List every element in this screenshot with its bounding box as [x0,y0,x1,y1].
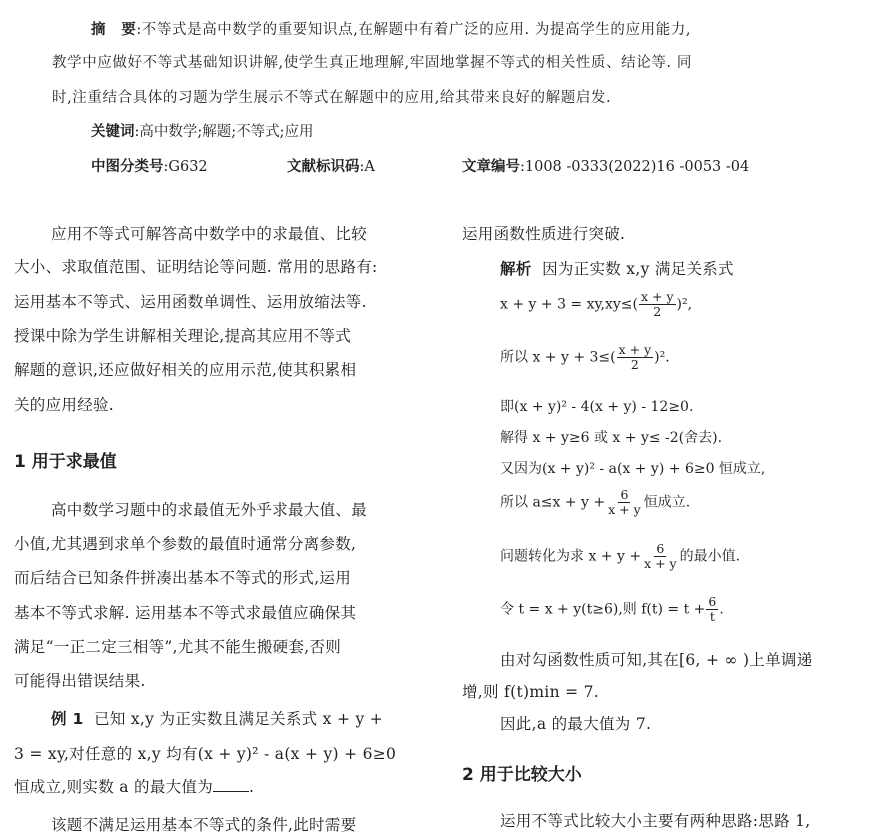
math-6-post: 恒成立. [643,494,691,511]
solution-intro [500,257,734,279]
left-last-line: 该题不满足运用基本不等式的条件,此时需要 [51,816,357,834]
math-7-num: 6 [656,541,665,556]
example-1-text-3-end: . [249,778,255,796]
keywords [91,120,314,141]
math-8-den: t [709,609,715,624]
right-continuation: 运用函数性质进行突破. [462,225,626,243]
abstract-line-2: 教学中应做好不等式基础知识讲解,使学生真正地理解,牢固地掌握不等式的相关性质、结论等. 同 [52,55,692,71]
section-1-heading: 1 用于求最值 [14,452,117,472]
math-1-num: x + y [641,289,674,304]
math-line-1 [500,290,692,319]
doc-code [287,155,375,176]
math-line-4: 解得 x + y≥6 或 x + y≤ -2(舍去). [500,430,723,446]
intro-line-1: 应用不等式可解答高中数学中的求最值、比较 [51,225,368,243]
math-line-11: 因此,a 的最大值为 7. [500,715,652,733]
math-8-num: 6 [708,594,717,609]
answer-blank [213,777,249,792]
math-2-post: )². [654,349,670,366]
sec1-line-3: 而后结合已知条件拼凑出基本不等式的形式,运用 [14,569,352,587]
example-1-line-3 [14,775,254,797]
abstract-line-3: 时,注重结合具体的习题为学生展示不等式在解题中的应用,给其带来良好的解题启发. [52,90,612,106]
article-number [462,155,749,176]
article-number-value: :1008 -0333(2022)16 -0053 -04 [520,159,750,175]
example-1-label: 例 1 [51,710,84,728]
math-8-pre: 令 t = x + y(t≥6),则 f(t) = t + [500,601,706,618]
section-2-line-1: 运用不等式比较大小主要有两种思路:思路 1, [500,812,811,830]
math-1-pre: x + y + 3 = xy,xy≤( [500,296,638,313]
math-8-post: . [719,601,724,618]
sec1-line-4: 基本不等式求解. 运用基本不等式求最值应确保其 [14,604,357,622]
doc-code-label: 文献标识码 [287,159,360,175]
intro-line-5: 解题的意识,还应做好相关的应用示范,使其积累相 [14,361,357,379]
classification [91,155,208,176]
abstract-label: 摘 要 [91,22,137,38]
math-7-den: x + y [644,556,677,571]
math-line-5: 又因为(x + y)² - a(x + y) + 6≥0 恒成立, [500,461,766,477]
sec1-line-5: 满足“一正二定三相等”,尤其不能生搬硬套,否则 [14,638,342,656]
math-1-den: 2 [653,304,662,319]
solution-label: 解析 [500,260,532,278]
math-line-6 [500,488,690,517]
keywords-label: 关键词 [91,124,135,140]
math-7-fraction [642,542,679,571]
intro-line-2: 大小、求取值范围、证明结论等问题. 常用的思路有: [14,258,378,276]
math-line-3: 即(x + y)² - 4(x + y) - 12≥0. [500,399,694,415]
example-1-line-1 [51,707,383,729]
math-line-8 [500,595,724,624]
math-2-fraction [617,343,654,372]
math-line-2 [500,343,670,372]
sec1-line-2: 小值,尤其遇到求单个参数的最值时通常分离参数, [14,535,357,553]
example-1-line-2: 3 = xy,对任意的 x,y 均有(x + y)² - a(x + y) + 6≥0 [14,745,397,763]
sec1-line-1: 高中数学习题中的求最值无外乎求最大值、最 [51,501,368,519]
article-number-label: 文章编号 [462,159,520,175]
intro-line-4: 授课中除为学生讲解相关理论,提高其应用不等式 [14,327,352,345]
math-7-pre: 问题转化为求 x + y + [500,548,642,565]
section-2-heading: 2 用于比较大小 [462,765,582,785]
math-8-fraction [706,595,718,624]
keywords-value: :高中数学;解题;不等式;应用 [134,124,314,140]
solution-text: 因为正实数 x,y 满足关系式 [542,260,734,278]
example-1-text-3: 恒成立,则实数 a 的最大值为 [14,778,214,796]
doc-code-value: :A [359,159,375,175]
math-line-9: 由对勾函数性质可知,其在[6, + ∞ )上单调递 [500,651,813,669]
math-1-post: )², [676,296,693,313]
classification-value: :G632 [163,159,208,175]
math-6-den: x + y [608,502,641,517]
math-2-den: 2 [630,357,639,372]
math-6-num: 6 [620,487,629,502]
math-line-10: 增,则 f(t)min = 7. [462,683,599,701]
example-1-text-1: 已知 x,y 为正实数且满足关系式 x + y + [94,710,384,728]
math-1-fraction [639,290,676,319]
abstract-line-1 [91,18,691,39]
math-7-post: 的最小值. [679,548,741,565]
sec1-line-6: 可能得出错误结果. [14,672,146,690]
classification-label: 中图分类号 [91,159,164,175]
intro-line-3: 运用基本不等式、运用函数单调性、运用放缩法等. [14,293,367,311]
math-6-fraction [606,488,643,517]
abstract-text-1: :不等式是高中数学的重要知识点,在解题中有着广泛的应用. 为提高学生的应用能力, [136,22,692,38]
math-line-7 [500,542,740,571]
intro-line-6: 关的应用经验. [14,396,115,414]
math-6-pre: 所以 a≤x + y + [500,494,606,511]
math-2-pre: 所以 x + y + 3≤( [500,349,616,366]
math-2-num: x + y [618,342,652,357]
